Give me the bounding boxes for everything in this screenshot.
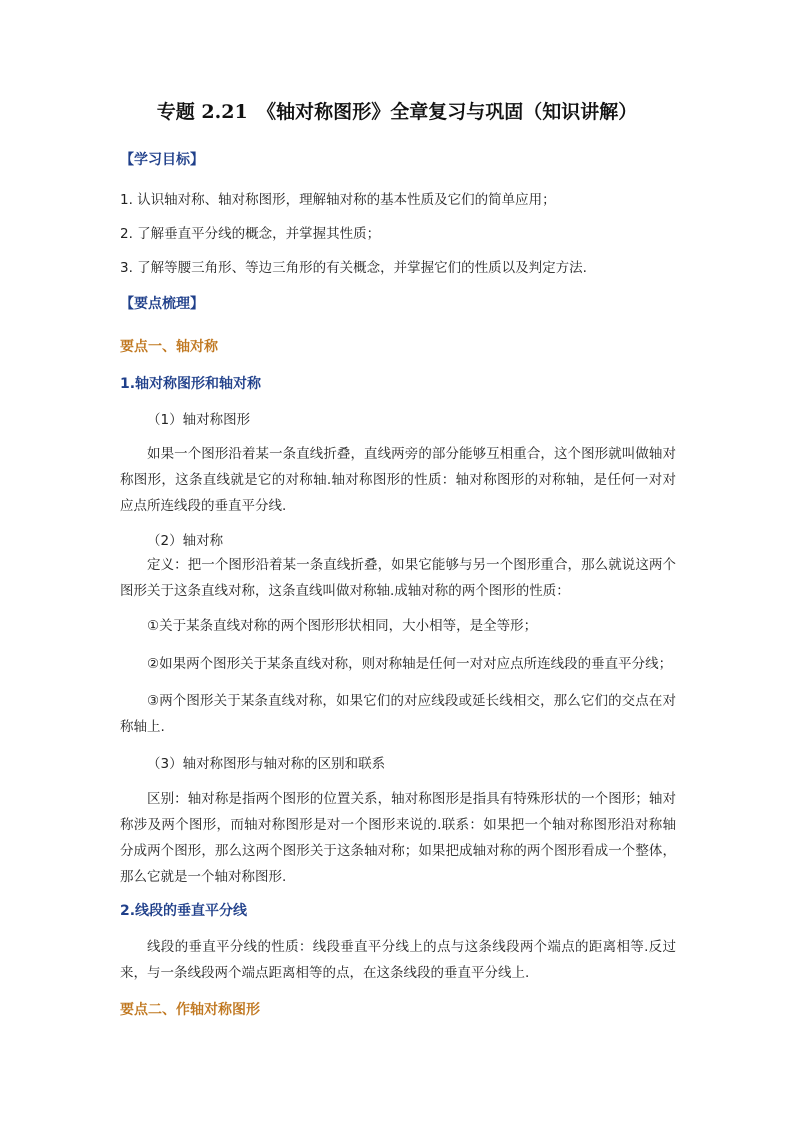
property-1: ①关于某条直线对称的两个图形形状相同，大小相等，是全等形； bbox=[147, 618, 538, 634]
learning-goals-heading: 【学习目标】 bbox=[120, 152, 204, 168]
part-1-paragraph: 如果一个图形沿着某一条直线折叠，直线两旁的部分能够互相重合，这个图形就叫做轴对称图形，这条直线就是它的对称轴.轴对称图形的性质：轴对称图形的对称轴，是任何一对对应点所连线段的垂直平分线. bbox=[120, 446, 676, 514]
page-title: 专题 2.21 《轴对称图形》全章复习与巩固（知识讲解） bbox=[156, 101, 638, 123]
subsection-symmetry-heading: 1.轴对称图形和轴对称 bbox=[120, 376, 262, 392]
part-3-label: （3）轴对称图形与轴对称的区别和联系 bbox=[147, 756, 386, 772]
key-points-heading: 【要点梳理】 bbox=[120, 296, 204, 312]
part-2-label: （2）轴对称 bbox=[147, 533, 224, 549]
goal-item-3: 3. 了解等腰三角形、等边三角形的有关概念，并掌握它们的性质以及判定方法. bbox=[120, 260, 587, 276]
property-3: ③两个图形关于某条直线对称，如果它们的对应线段或延长线相交，那么它们的交点在对称轴上. bbox=[120, 693, 676, 735]
part-1-label: （1）轴对称图形 bbox=[147, 412, 251, 428]
part-2-paragraph: 定义：把一个图形沿着某一条直线折叠，如果它能够与另一个图形重合，那么就说这两个图形关于这条直线对称，这条直线叫做对称轴.成轴对称的两个图形的性质： bbox=[120, 557, 676, 599]
part-3-paragraph: 区别：轴对称是指两个图形的位置关系，轴对称图形是指具有特殊形状的一个图形；轴对称涉及两个图形，而轴对称图形是对一个图形来说的.联系：如果把一个轴对称图形沿对称轴分成两个图形，那么这两个图形关于这条轴对称；如果把成轴对称的两个图形看成一个整体，那么它就是一个轴对称图形. bbox=[120, 791, 676, 885]
property-2: ②如果两个图形关于某条直线对称，则对称轴是任何一对对应点所连线段的垂直平分线； bbox=[147, 656, 673, 672]
subsection-perpendicular-bisector-heading: 2.线段的垂直平分线 bbox=[120, 903, 248, 919]
goal-item-1: 1. 认识轴对称、轴对称图形，理解轴对称的基本性质及它们的简单应用； bbox=[120, 192, 556, 208]
point-one-heading: 要点一、轴对称 bbox=[120, 339, 218, 355]
perpendicular-bisector-paragraph: 线段的垂直平分线的性质：线段垂直平分线上的点与这条线段两个端点的距离相等.反过来，与一条线段两个端点距离相等的点，在这条线段的垂直平分线上. bbox=[120, 939, 676, 981]
goal-item-2: 2. 了解垂直平分线的概念，并掌握其性质； bbox=[120, 226, 381, 242]
point-two-heading: 要点二、作轴对称图形 bbox=[120, 1002, 260, 1018]
